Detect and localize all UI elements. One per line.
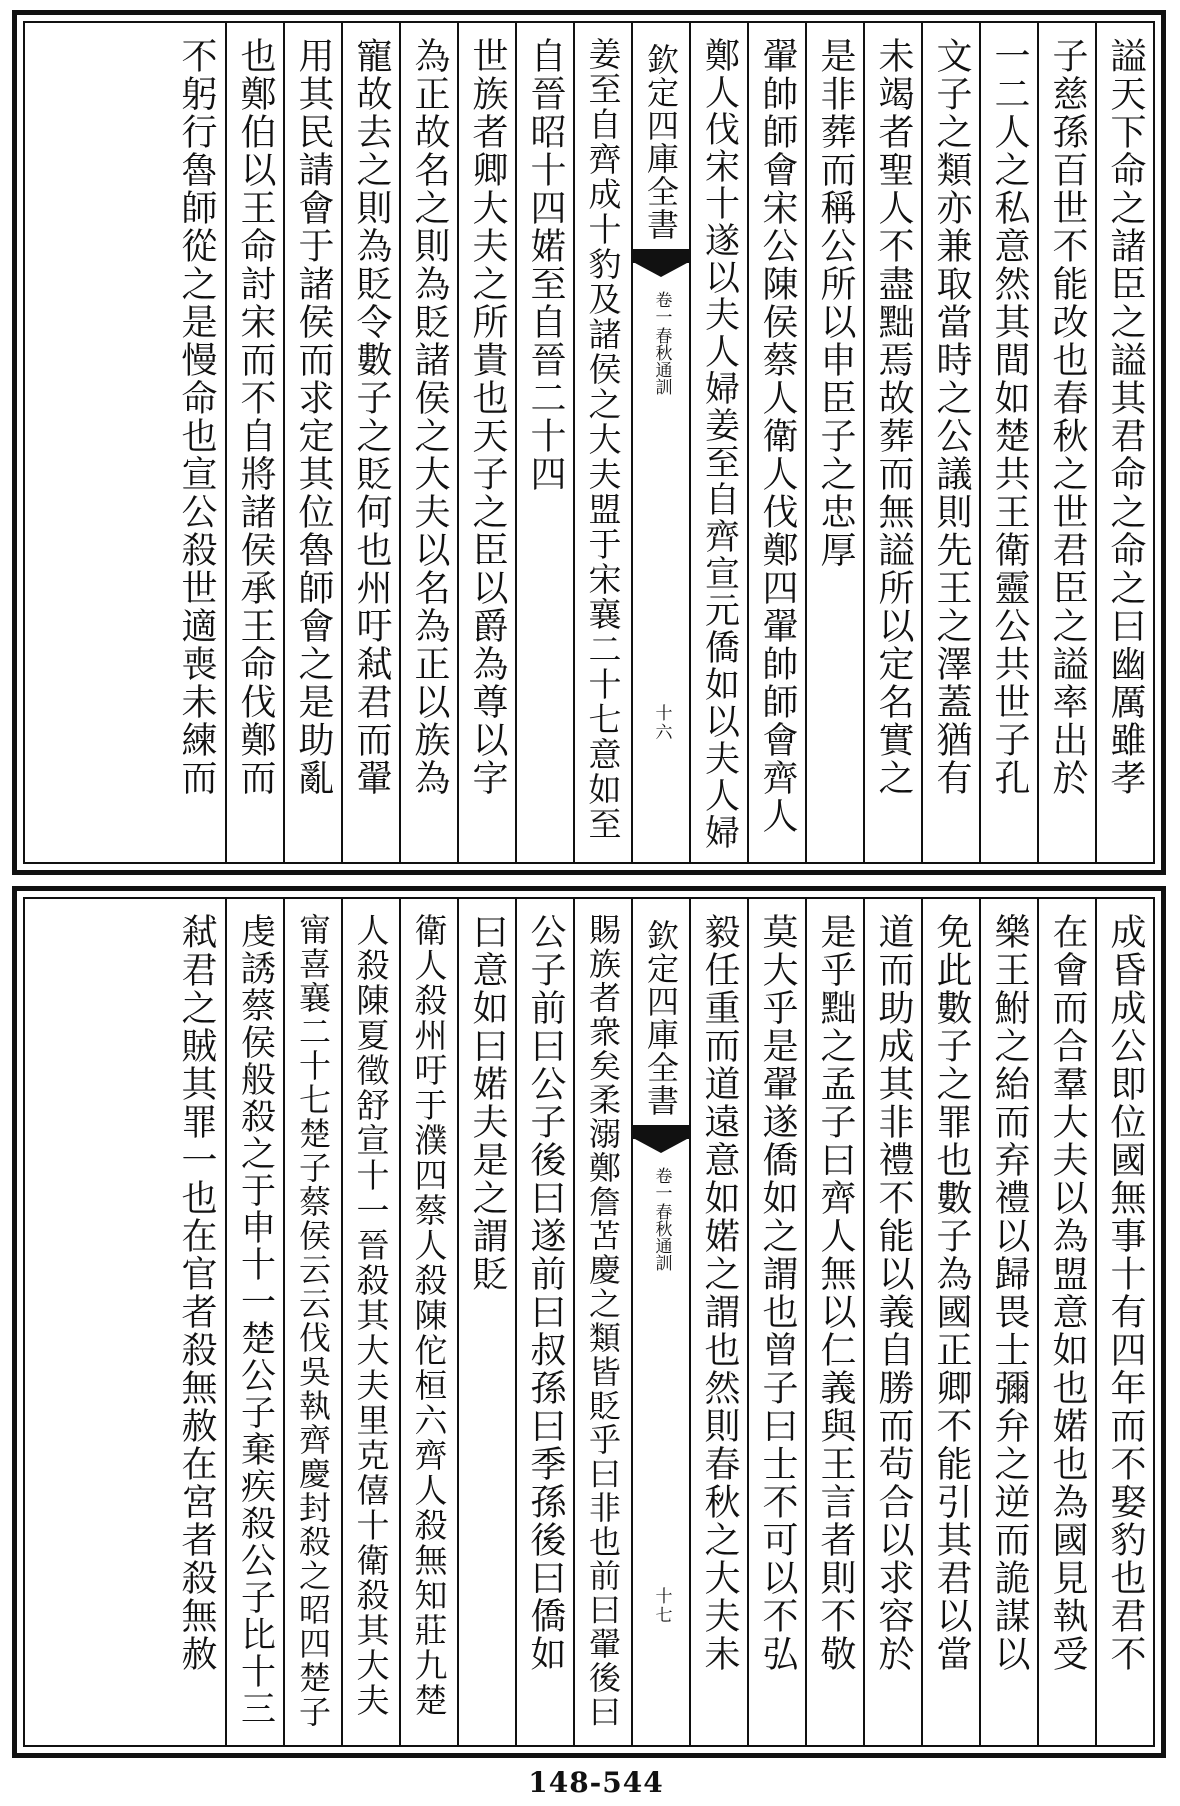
text-column: 成昏成公即位國無事十有四年而不娶豹也君不 [1095, 899, 1153, 1745]
document-page [6, 6, 1174, 1800]
text-column: 翬帥師會宋公陳侯蔡人衛人伐鄭四翬帥師會齊人 [747, 23, 805, 862]
volume-label [653, 1167, 670, 1271]
text-column: 一二人之私意然其間如楚共王衛靈公共世子孔 [979, 23, 1037, 862]
volume-title: 春秋通訓 [651, 327, 672, 395]
bottom-leaf [12, 886, 1166, 1758]
text-column: 人殺陳夏徵舒宣十一晉殺其大夫里克僖十衛殺其大夫 [341, 899, 399, 1745]
footer-page-number: 148-544 [528, 1766, 664, 1799]
text-column: 未竭者聖人不盡黜焉故葬而無謚所以定名實之 [863, 23, 921, 862]
text-column: 世族者卿大夫之所貴也天子之臣以爵為尊以字 [457, 23, 515, 862]
text-column: 鄭人伐宋十遂以夫人婦姜至自齊宣元僑如以夫人婦 [689, 23, 747, 862]
text-column: 是非葬而稱公所以申臣子之忠厚 [805, 23, 863, 862]
text-column: 文子之類亦兼取當時之公議則先王之澤蓋猶有 [921, 23, 979, 862]
text-column: 甯喜襄二十七楚子蔡侯云云伐吳執齊慶封殺之昭四楚子 [283, 899, 341, 1745]
volume-number: 卷一 [651, 1167, 672, 1201]
text-column: 用其民請會于諸侯而求定其位魯師會之是助亂 [283, 23, 341, 862]
text-column: 是乎黜之孟子曰齊人無以仁義與王言者則不敬 [805, 899, 863, 1745]
text-column: 子慈孫百世不能改也春秋之世君臣之謚率出於 [1037, 23, 1095, 862]
book-title: 欽定四庫全書 [642, 919, 680, 1117]
text-column: 姜至自齊成十豹及諸侯之大夫盟于宋襄二十七意如至 [573, 23, 631, 862]
text-column: 寵故去之則為貶令數子之貶何也州吁弒君而翬 [341, 23, 399, 862]
text-column: 免此數子之罪也數子為國正卿不能引其君以當 [921, 899, 979, 1745]
book-title: 欽定四庫全書 [642, 43, 680, 241]
volume-title: 春秋通訓 [651, 1203, 672, 1271]
volume-label [653, 291, 670, 395]
text-column: 也鄭伯以王命討宋而不自將諸侯承王命伐鄭而 [225, 23, 283, 862]
top-text-frame [23, 21, 1155, 864]
text-column: 樂王鮒之紿而弃禮以歸畏士彌弁之逆而詭謀以 [979, 899, 1037, 1745]
text-column: 謚天下命之諸臣之謚其君命之命之曰幽厲雖孝 [1095, 23, 1153, 862]
text-column: 自晉昭十四婼至自晉二十四 [515, 23, 573, 862]
text-column: 弒君之賊其罪一也在官者殺無赦在宮者殺無赦 [176, 913, 217, 1673]
volume-number: 卷一 [651, 291, 672, 325]
text-column: 在會而合羣大夫以為盟意如也婼也為國見執受 [1037, 899, 1095, 1745]
bottom-text-frame [23, 897, 1155, 1747]
top-leaf [12, 10, 1166, 875]
text-column: 曰意如曰婼夫是之謂貶 [457, 899, 515, 1745]
text-column: 虔誘蔡侯般殺之于申十一楚公子棄疾殺公子比十三 [225, 899, 283, 1745]
center-gutter [631, 23, 689, 862]
text-column: 為正故名之則為貶諸侯之大夫以名為正以族為 [399, 23, 457, 862]
text-column: 毅任重而道遠意如婼之謂也然則春秋之大夫未 [689, 899, 747, 1745]
text-column: 賜族者衆矣柔溺鄭詹苫慶之類皆貶乎曰非也前曰翬後曰 [573, 899, 631, 1745]
text-column: 道而助成其非禮不能以義自勝而茍合以求容於 [863, 899, 921, 1745]
leaf-page-number: 十六 [651, 704, 672, 742]
text-column: 莫大乎是翬遂僑如之謂也曾子曰士不可以不弘 [747, 899, 805, 1745]
leaf-page-number: 十七 [651, 1587, 672, 1625]
center-gutter [631, 899, 689, 1745]
fish-tail-mark [633, 1125, 689, 1153]
text-column: 衛人殺州吁于濮四蔡人殺陳佗桓六齊人殺無知莊九楚 [399, 899, 457, 1745]
fish-tail-mark [633, 249, 689, 277]
text-column: 不躬行魯師從之是慢命也宣公殺世適喪未練而 [176, 37, 217, 797]
text-column: 公子前曰公子後曰遂前曰叔孫曰季孫後曰僑如 [515, 899, 573, 1745]
